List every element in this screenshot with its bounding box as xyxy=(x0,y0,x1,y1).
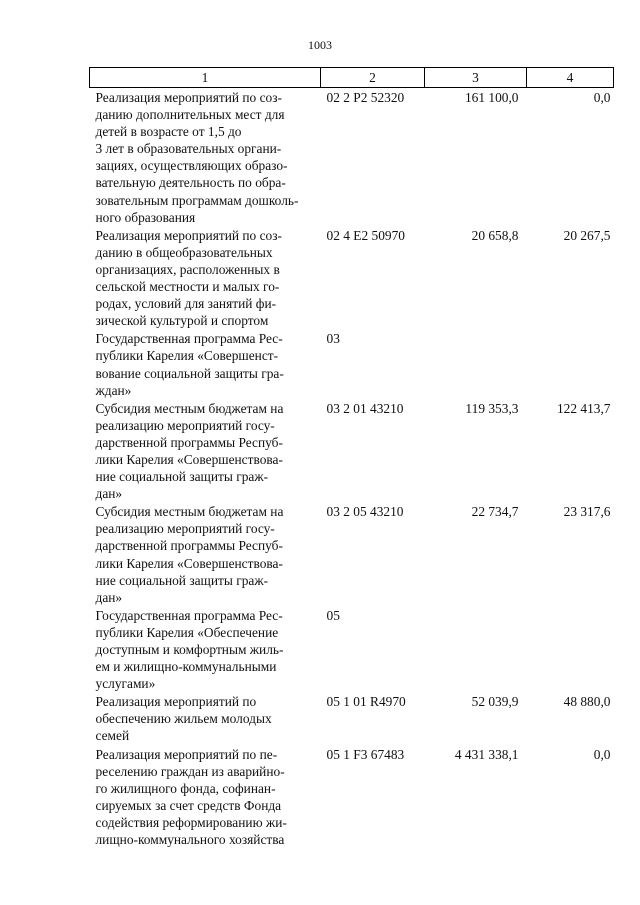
row-code: 03 xyxy=(326,331,340,347)
table-row xyxy=(90,88,614,226)
table-row xyxy=(90,692,614,744)
column-header-4: 4 xyxy=(527,68,614,88)
row-value-col4: 122 413,7 xyxy=(556,400,611,416)
row-description xyxy=(90,502,321,606)
row-value-col4: 23 317,6 xyxy=(563,504,611,520)
description-line: публики Карелия «Совершенст- xyxy=(95,348,279,364)
table-header-row xyxy=(90,68,614,88)
description-line: зической культурой и спортом xyxy=(95,313,269,329)
row-value-col4 xyxy=(527,329,614,398)
description-line: публики Карелия «Обеспечение xyxy=(95,624,279,640)
row-description xyxy=(90,606,321,692)
description-line: ждан» xyxy=(95,382,132,398)
description-line: дан» xyxy=(95,486,123,502)
column-header-2: 2 xyxy=(321,68,425,88)
row-description xyxy=(90,399,321,503)
row-value-col3: 20 658,8 xyxy=(471,227,519,243)
row-value-col3: 4 431 338,1 xyxy=(454,746,519,762)
description-line: сируемых за счет средств Фонда xyxy=(95,797,282,813)
table-row xyxy=(90,745,614,849)
description-line: Государственная программа Рес- xyxy=(95,607,283,623)
column-header-3: 3 xyxy=(425,68,527,88)
row-value-col3: 161 100,0 xyxy=(464,90,519,105)
description-line: сельской местности и малых го- xyxy=(95,279,280,295)
row-code: 03 2 05 43210 xyxy=(326,504,404,520)
row-code: 02 2 P2 52320 xyxy=(326,90,405,105)
table-row xyxy=(90,606,614,692)
description-line: Реализация мероприятий по xyxy=(95,694,257,710)
description-line: лики Карелия «Совершенствова- xyxy=(95,451,283,467)
description-line: доступным и комфортным жиль- xyxy=(95,642,284,657)
table-row xyxy=(90,226,614,330)
table-row xyxy=(90,399,614,503)
row-description xyxy=(90,226,321,330)
description-line: вование социальной защиты гра- xyxy=(95,365,284,381)
table-body xyxy=(90,88,614,849)
description-line: дарственной программы Респуб- xyxy=(95,434,283,450)
row-value-col3 xyxy=(425,329,527,398)
description-line: 3 лет в образовательных органи- xyxy=(95,141,282,157)
description-line: Субсидия местным бюджетам на xyxy=(95,400,284,416)
description-line: Реализация мероприятий по соз- xyxy=(95,227,282,243)
description-line: реализацию мероприятий госу- xyxy=(95,417,275,433)
description-line: Реализация мероприятий по пе- xyxy=(95,746,278,762)
description-line: Субсидия местным бюджетам на xyxy=(95,504,284,520)
page-number: 1003 xyxy=(308,38,332,52)
row-code: 02 4 E2 50970 xyxy=(326,227,405,243)
row-description xyxy=(90,692,321,744)
table-row xyxy=(90,502,614,606)
row-value-col3: 22 734,7 xyxy=(471,504,519,520)
description-line: Реализация мероприятий по соз- xyxy=(95,90,282,105)
description-line: Государственная программа Рес- xyxy=(95,331,283,347)
description-line: ние социальной защиты граж- xyxy=(95,469,269,485)
row-description xyxy=(90,745,321,849)
description-line: детей в возрасте от 1,5 до xyxy=(95,124,242,140)
row-description xyxy=(90,329,321,398)
row-value-col4: 48 880,0 xyxy=(563,694,611,710)
row-code: 05 xyxy=(326,607,340,623)
table-row xyxy=(90,329,614,398)
row-value-col3: 119 353,3 xyxy=(465,400,519,416)
description-line: ем и жилищно-коммунальными xyxy=(95,659,277,675)
description-line: содействия реформированию жи- xyxy=(95,814,287,830)
description-line: дарственной программы Респуб- xyxy=(95,538,283,554)
description-line: семей xyxy=(95,728,130,744)
description-line: зациях, осуществляющих образо- xyxy=(95,158,288,174)
budget-table xyxy=(89,67,614,848)
description-line: ного образования xyxy=(95,209,196,225)
description-line: лики Карелия «Совершенствова- xyxy=(95,555,283,571)
description-line: родах, условий для занятий фи- xyxy=(95,296,277,312)
description-line: реализацию мероприятий госу- xyxy=(95,521,275,537)
description-line: дан» xyxy=(95,589,123,605)
description-line: реселению граждан из аварийно- xyxy=(95,763,285,779)
row-code: 05 1 F3 67483 xyxy=(326,746,405,762)
description-line: услугами» xyxy=(95,676,156,692)
description-line: ние социальной защиты граж- xyxy=(95,572,269,588)
description-line: зовательным программам дошколь- xyxy=(95,192,299,208)
row-value-col4: 20 267,5 xyxy=(563,227,611,243)
row-description xyxy=(90,88,321,226)
description-line: го жилищного фонда, софинан- xyxy=(95,780,276,796)
description-line: лищно-коммунального хозяйства xyxy=(95,832,285,848)
description-line: обеспечению жильем молодых xyxy=(95,711,272,727)
row-value-col4: 0,0 xyxy=(593,90,611,105)
row-value-col3 xyxy=(425,606,527,692)
row-code: 03 2 01 43210 xyxy=(326,400,404,416)
description-line: данию в общеобразовательных xyxy=(95,244,273,260)
description-line: данию дополнительных мест для xyxy=(95,107,285,123)
column-header-1: 1 xyxy=(90,68,321,88)
row-code: 05 1 01 R4970 xyxy=(326,694,406,710)
description-line: организациях, расположенных в xyxy=(95,261,280,277)
row-value-col3: 52 039,9 xyxy=(471,694,519,710)
row-value-col4 xyxy=(527,606,614,692)
row-value-col4: 0,0 xyxy=(593,746,611,762)
description-line: вательную деятельность по обра- xyxy=(95,175,286,191)
